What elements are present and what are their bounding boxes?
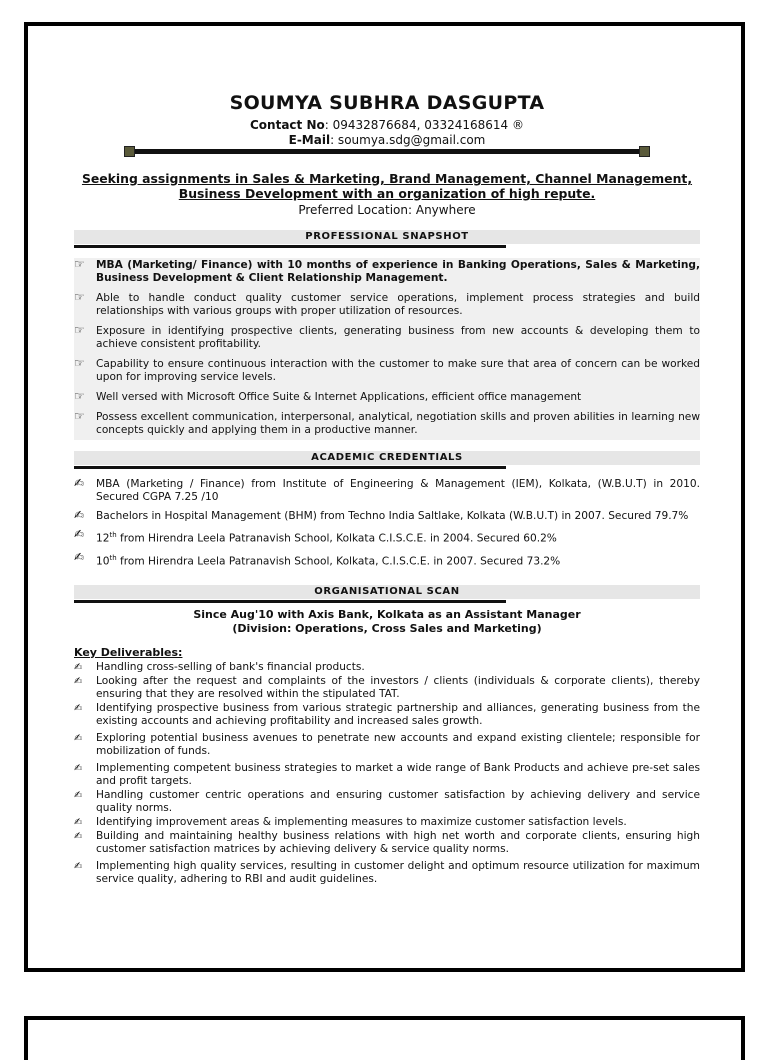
pointing-hand-icon: ☞ [74, 323, 85, 337]
next-page-edge [24, 1016, 745, 1060]
grade-number: 12 [96, 532, 110, 545]
list-item-text: Possess excellent communication, interpersonal, analytical, negotiation skills and proven abilities in learning new concepts quickly and applying them in a productive manner. [96, 411, 700, 436]
career-objective [74, 171, 700, 201]
list-item-text: Exposure in identifying prospective clients, generating business from new accounts & developing them to achieve consistent profitability. [96, 325, 700, 350]
candidate-name: SOUMYA SUBHRA DASGUPTA [229, 92, 545, 114]
list-item [74, 529, 700, 546]
objective-line-2: Business Development with an organization of high repute. [178, 186, 596, 201]
list-item-text: Able to handle conduct quality customer service operations, implement process strategies and build relationships with various groups with proper utilization of resources. [96, 292, 700, 317]
list-item [74, 358, 700, 384]
academic-list [74, 478, 700, 574]
list-item-text: Implementing competent business strategies to market a wide range of Bank Products and achieve pre-set sales and profit targets. [96, 762, 700, 787]
list-item-text: Handling customer centric operations and ensuring customer satisfaction by achieving delivery and service quality norms. [96, 789, 700, 814]
email-value: : soumya.sdg@gmail.com [330, 133, 486, 147]
snapshot-list [74, 259, 700, 444]
list-item-text: Well versed with Microsoft Office Suite & Internet Applications, efficient office management [96, 391, 582, 403]
divider-cap-left [124, 146, 135, 157]
list-item-text: Identifying improvement areas & implementing measures to maximize customer satisfaction levels. [96, 816, 627, 828]
pointing-hand-icon: ☞ [74, 409, 85, 423]
ordinal-suffix: th [109, 553, 117, 562]
list-item [74, 762, 700, 788]
section-heading-snapshot [74, 230, 700, 244]
email-label: E-Mail [288, 133, 331, 147]
list-item-text: MBA (Marketing/ Finance) with 10 months of experience in Banking Operations, Sales & Marketing, Business Development & Client Relationship Management. [96, 259, 700, 284]
pen-icon: ✍ [74, 508, 85, 522]
pen-icon: ✍ [74, 790, 83, 801]
list-item-text: from Hirendra Leela Patranavish School, Kolkata C.I.S.C.E. in 2004. Secured 60.2% [116, 532, 557, 545]
list-item-text: Capability to ensure continuous interaction with the customer to make sure that area of concern can be worked upon for improving service levels. [96, 358, 700, 383]
resume-page [24, 22, 745, 972]
section-title-snapshot: PROFESSIONAL SNAPSHOT [305, 231, 469, 242]
list-item-text: Exploring potential business avenues to penetrate new accounts and expand existing clientele; responsible for mobilization of funds. [96, 732, 700, 757]
list-item [74, 830, 700, 856]
section-heading-organisation [74, 585, 700, 599]
section-title-academic: ACADEMIC CREDENTIALS [311, 452, 463, 463]
pen-icon: ✍ [74, 527, 85, 541]
pen-icon: ✍ [74, 861, 83, 872]
list-item-text: Implementing high quality services, resulting in customer delight and optimum resource utilization for maximum service quality, adhering to RBI and audit guidelines. [96, 860, 700, 885]
pointing-hand-icon: ☞ [74, 290, 85, 304]
pen-icon: ✍ [74, 476, 85, 490]
section-underline [74, 466, 506, 469]
job-heading [74, 608, 700, 636]
pen-icon: ✍ [74, 733, 83, 744]
preferred-location: Preferred Location: Anywhere [298, 203, 476, 217]
list-item [74, 411, 700, 437]
list-item [74, 675, 700, 701]
list-item-text: Handling cross-selling of bank's financial products. [96, 661, 365, 673]
list-item [74, 292, 700, 318]
pointing-hand-icon: ☞ [74, 389, 85, 403]
section-title-organisation: ORGANISATIONAL SCAN [314, 586, 460, 597]
list-item [74, 860, 700, 886]
pointing-hand-icon: ☞ [74, 356, 85, 370]
deliverables-list [74, 661, 700, 887]
contact-line [74, 118, 700, 133]
list-item [74, 661, 700, 674]
list-item-text: Bachelors in Hospital Management (BHM) from Techno India Saltlake, Kolkata (W.B.U.T) in 2007. Secured 79.7% [96, 510, 689, 522]
list-item [74, 816, 700, 829]
email-line [74, 133, 700, 148]
list-item-text: Building and maintaining healthy business relations with high net worth and corporate clients, ensuring high customer satisfaction matrices by achieving delivery & service quality norms. [96, 830, 700, 855]
pen-icon: ✍ [74, 662, 83, 673]
job-title-line: Since Aug'10 with Axis Bank, Kolkata as an Assistant Manager [193, 608, 581, 621]
pointing-hand-icon: ☞ [74, 257, 85, 271]
pen-icon: ✍ [74, 763, 83, 774]
list-item [74, 549, 700, 569]
divider-cap-right [639, 146, 650, 157]
ordinal-suffix: th [109, 531, 117, 539]
list-item [74, 259, 700, 285]
list-item [74, 478, 700, 504]
pen-icon: ✍ [74, 703, 83, 714]
pen-icon: ✍ [74, 831, 83, 842]
pen-icon: ✍ [74, 549, 85, 564]
section-underline [74, 245, 506, 248]
contact-value: : 09432876684, 03324168614 ® [324, 118, 524, 132]
grade-number: 10 [96, 555, 110, 568]
list-item [74, 789, 700, 815]
list-item-text: Looking after the request and complaints of the investors / clients (individuals & corporate clients), thereby ensuring that they are resolved within the stipulated TAT. [96, 675, 700, 700]
section-heading-academic [74, 451, 700, 465]
key-deliverables-heading: Key Deliverables: [74, 646, 183, 659]
job-division-line: (Division: Operations, Cross Sales and Marketing) [232, 622, 542, 635]
list-item [74, 510, 700, 523]
list-item [74, 391, 700, 404]
list-item [74, 702, 700, 728]
list-item [74, 325, 700, 351]
list-item-text: MBA (Marketing / Finance) from Institute of Engineering & Management (IEM), Kolkata, (W.B.U.T) in 2010. Secured CGPA 7.25 /10 [96, 478, 700, 503]
list-item [74, 732, 700, 758]
list-item-text: from Hirendra Leela Patranavish School, Kolkata, C.I.S.C.E. in 2007. Secured 73.2% [116, 555, 561, 568]
list-item-text: Identifying prospective business from various strategic partnership and alliances, generating business from the existing accounts and achieving profitability and increased sales growth. [96, 702, 700, 727]
pen-icon: ✍ [74, 817, 83, 828]
objective-line-1: Seeking assignments in Sales & Marketing, Brand Management, Channel Management, [81, 171, 693, 186]
section-underline [74, 600, 506, 603]
pen-icon: ✍ [74, 676, 83, 687]
contact-label: Contact No [249, 118, 325, 132]
header-divider [130, 149, 644, 154]
